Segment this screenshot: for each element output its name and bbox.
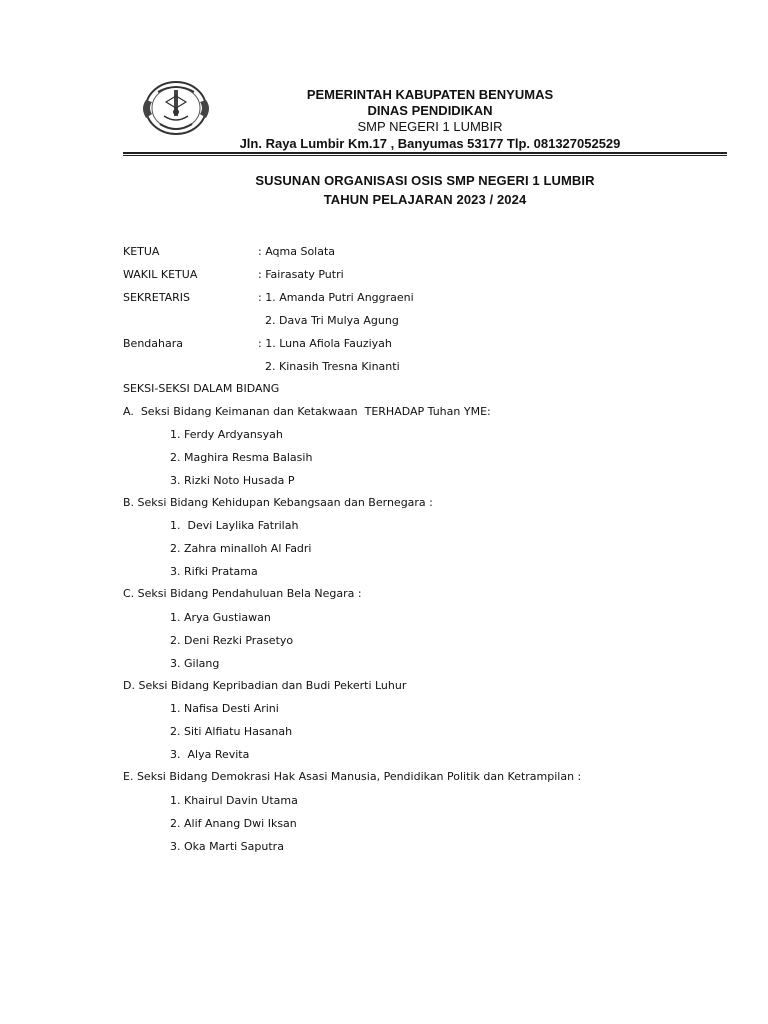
section-member: 1. Ferdy Ardyansyah bbox=[170, 428, 283, 441]
letterhead-department: DINAS PENDIDIKAN bbox=[367, 103, 493, 118]
section-member: 2. Zahra minalloh Al Fadri bbox=[170, 542, 312, 555]
document-subtitle: TAHUN PELAJARAN 2023 / 2024 bbox=[323, 192, 527, 207]
officer-label: Bendahara bbox=[123, 337, 183, 350]
officer-label: WAKIL KETUA bbox=[123, 268, 198, 281]
sections-heading: SEKSI-SEKSI DALAM BIDANG bbox=[123, 382, 280, 395]
section-member: 3. Alya Revita bbox=[170, 748, 250, 761]
officer-value: 2. Kinasih Tresna Kinanti bbox=[258, 360, 400, 373]
section-heading: A. Seksi Bidang Keimanan dan Ketakwaan TERHADAP Tuhan YME: bbox=[123, 405, 491, 418]
section-member: 2. Maghira Resma Balasih bbox=[170, 451, 313, 464]
section-heading: B. Seksi Bidang Kehidupan Kebangsaan dan Bernegara : bbox=[123, 496, 433, 509]
section-heading: E. Seksi Bidang Demokrasi Hak Asasi Manusia, Pendidikan Politik dan Ketrampilan : bbox=[123, 770, 582, 783]
section-member: 3. Gilang bbox=[170, 657, 220, 670]
section-member: 2. Alif Anang Dwi Iksan bbox=[170, 817, 297, 830]
letterhead-divider-thin bbox=[123, 155, 727, 156]
officer-value: : Aqma Solata bbox=[258, 245, 336, 258]
document-title: SUSUNAN ORGANISASI OSIS SMP NEGERI 1 LUMBIR bbox=[255, 173, 595, 188]
officer-label: KETUA bbox=[123, 245, 160, 258]
officer-value: : 1. Amanda Putri Anggraeni bbox=[258, 291, 414, 304]
officer-label: SEKRETARIS bbox=[123, 291, 190, 304]
officer-value: : 1. Luna Afiola Fauziyah bbox=[258, 337, 392, 350]
letterhead-government: PEMERINTAH KABUPATEN BENYUMAS bbox=[306, 87, 554, 102]
section-member: 3. Oka Marti Saputra bbox=[170, 840, 284, 853]
section-heading: D. Seksi Bidang Kepribadian dan Budi Pekerti Luhur bbox=[123, 679, 407, 692]
officer-value: : Fairasaty Putri bbox=[258, 268, 344, 281]
letterhead-divider bbox=[123, 152, 727, 154]
letterhead-address: Jln. Raya Lumbir Km.17 , Banyumas 53177 Tlp. 081327052529 bbox=[239, 136, 621, 151]
section-member: 3. Rizki Noto Husada P bbox=[170, 474, 295, 487]
section-member: 2. Deni Rezki Prasetyo bbox=[170, 634, 294, 647]
officer-value: 2. Dava Tri Mulya Agung bbox=[258, 314, 399, 327]
section-member: 3. Rifki Pratama bbox=[170, 565, 258, 578]
section-member: 1. Arya Gustiawan bbox=[170, 611, 271, 624]
section-member: 1. Nafisa Desti Arini bbox=[170, 702, 279, 715]
section-member: 1. Devi Laylika Fatrilah bbox=[170, 519, 299, 532]
letterhead-school: SMP NEGERI 1 LUMBIR bbox=[357, 119, 503, 134]
section-heading: C. Seksi Bidang Pendahuluan Bela Negara : bbox=[123, 587, 362, 600]
section-member: 2. Siti Alfiatu Hasanah bbox=[170, 725, 293, 738]
section-member: 1. Khairul Davin Utama bbox=[170, 794, 298, 807]
